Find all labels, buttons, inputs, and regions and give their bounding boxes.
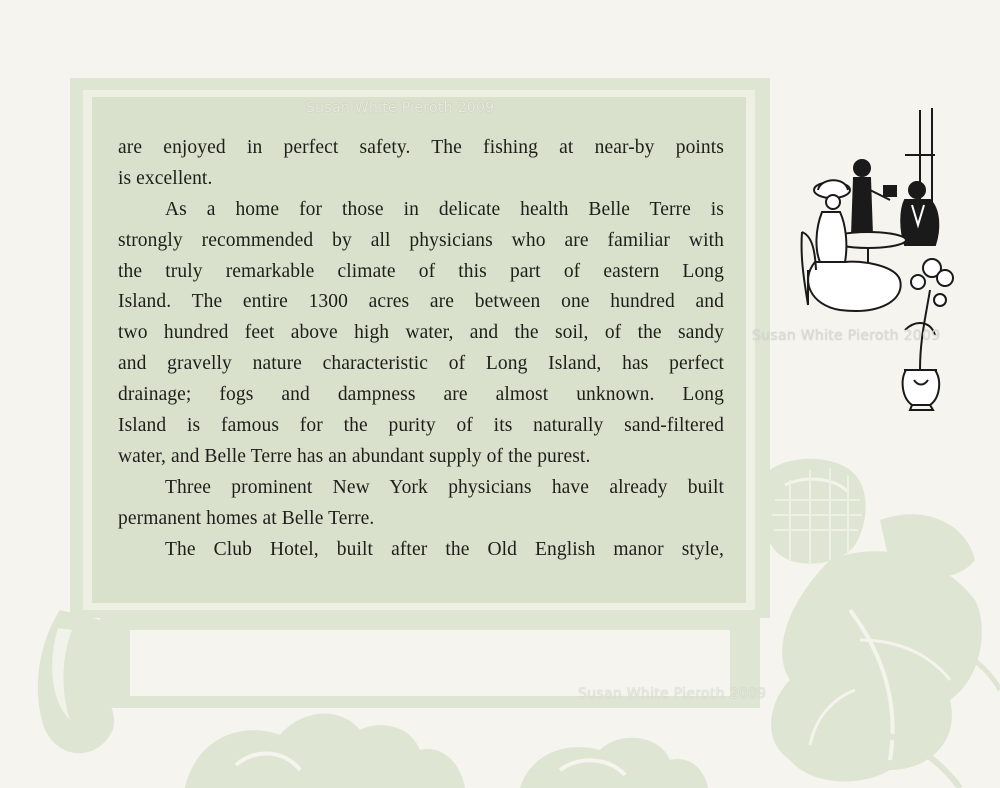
text-line: The Club Hotel, built after the Old English manor style,	[165, 538, 724, 560]
watermark-bottom: Susan White Pieroth 2009	[578, 686, 767, 702]
text-line: are enjoyed in perfect safety. The fishing at near-by points	[118, 137, 724, 158]
body-text	[118, 133, 724, 565]
text-line: Island is famous for the purity of its naturally sand-filtered	[118, 415, 724, 437]
foliage-bottom	[185, 714, 708, 788]
text-line: two hundred feet above high water, and the soil, of the sandy	[118, 322, 724, 344]
text-panel	[92, 97, 746, 603]
text-line: drainage; fogs and dampness are almost unknown. Long	[118, 384, 724, 406]
text-line: permanent homes at Belle Terre.	[118, 507, 375, 529]
text-line: is excellent.	[118, 167, 213, 189]
acorn-foliage-right	[761, 459, 1000, 788]
text-line: and gravelly nature characteristic of Long Island, has perfect	[118, 353, 724, 375]
text-line: strongly recommended by all physicians who are familiar with	[118, 229, 724, 251]
text-line: Island. The entire 1300 acres are between one hundred and	[118, 291, 724, 313]
text-line: water, and Belle Terre has an abundant supply of the purest.	[118, 445, 591, 467]
text-line: As a home for those in delicate health Belle Terre is	[165, 198, 724, 220]
watermark-top: Susan White Pieroth 2009	[306, 100, 495, 116]
text-line: the truly remarkable climate of this part of eastern Long	[118, 260, 724, 282]
text-line: Three prominent New York physicians have already built	[165, 476, 724, 498]
dining-scene-illustration	[802, 108, 953, 410]
watermark-right: Susan White Pieroth 2009	[752, 328, 941, 344]
